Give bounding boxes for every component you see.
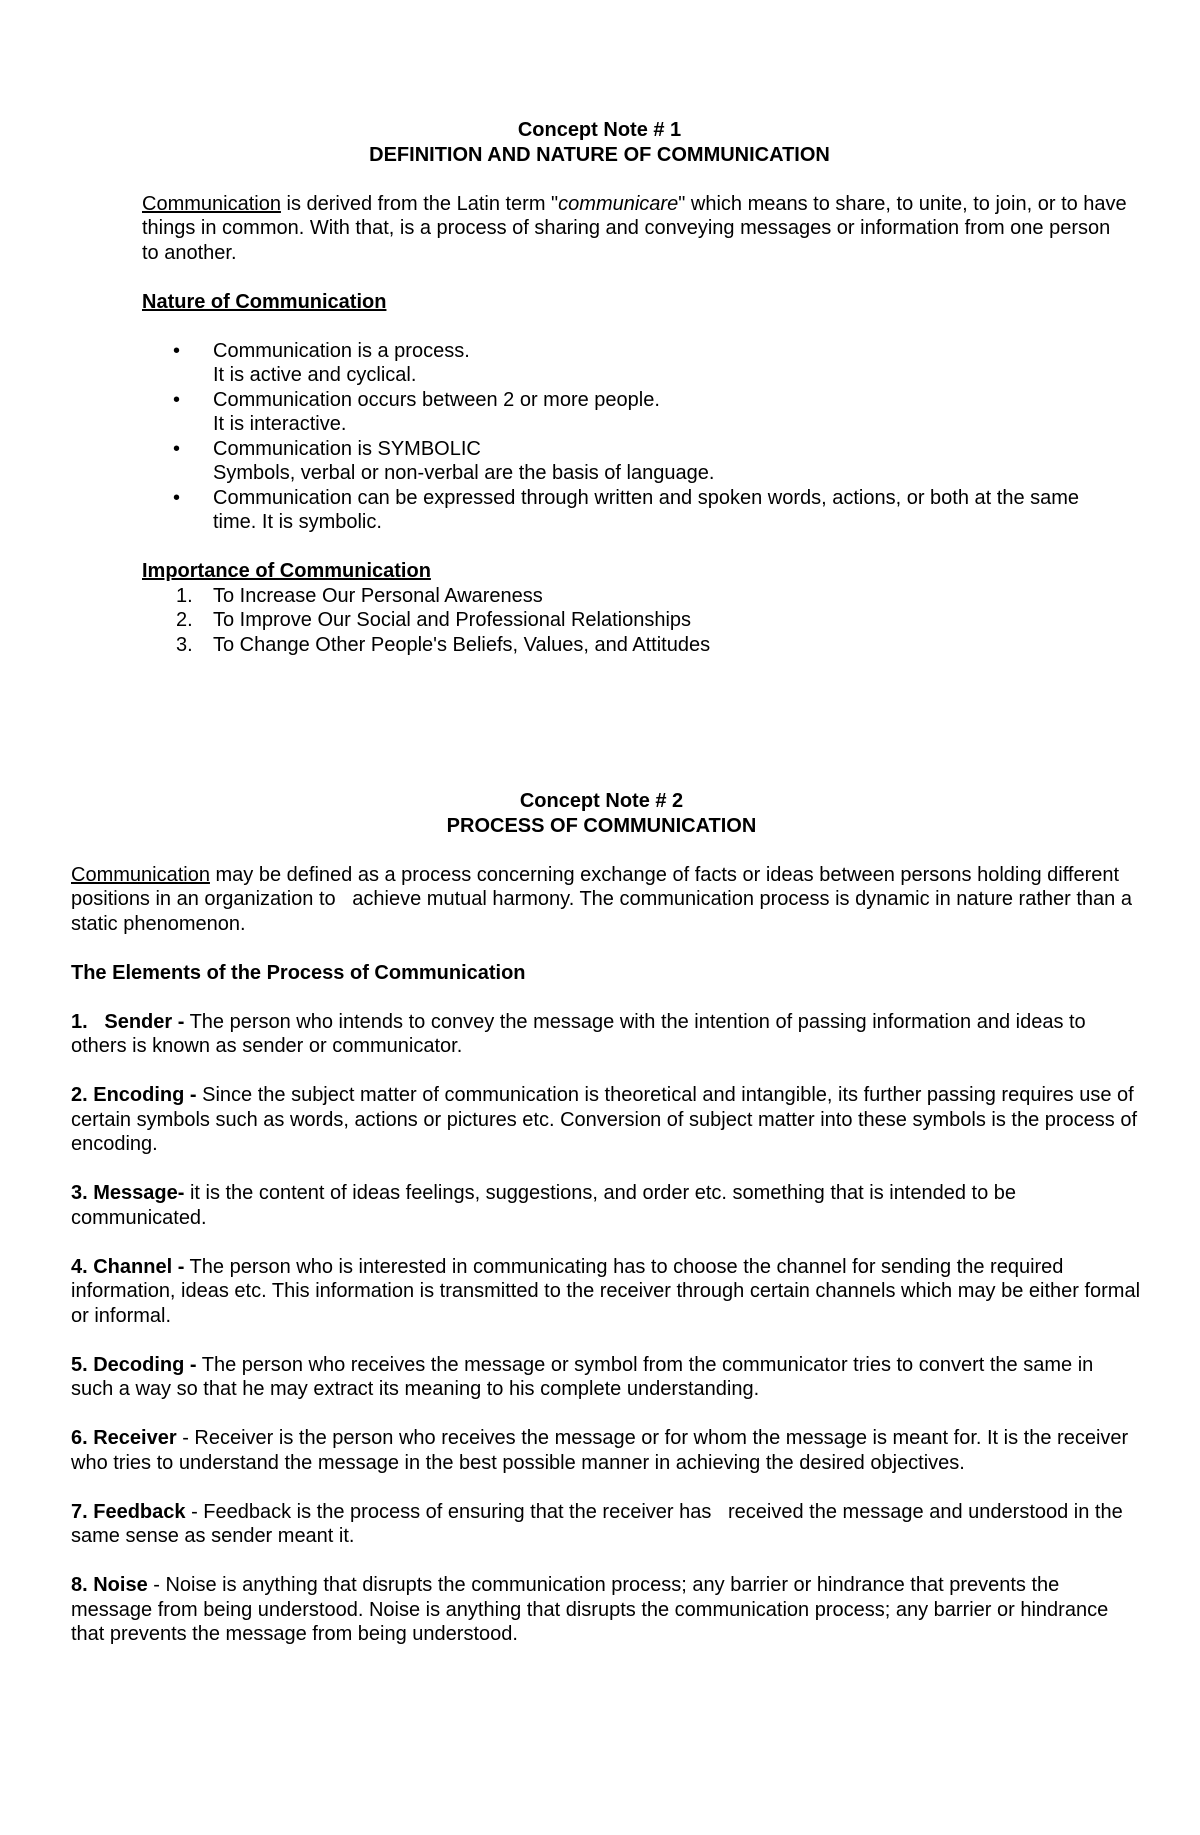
element-message bbox=[71, 1181, 1141, 1230]
element-text: Since the subject matter of communication is theoretical and intangible, its further passing requires use of certain symbols such as words, actions or pictures etc. Conversion of subject matter into these symbols is the process of encoding. bbox=[71, 1084, 1138, 1155]
element-label: 4. Channel - bbox=[71, 1255, 185, 1278]
concept-note-1-heading bbox=[142, 118, 1057, 167]
intro-rest: may be defined as a process concerning exchange of facts or ideas between persons holding different positions in an organization to achieve mutual harmony. The communication process is dynamic in nature rather than a static phenomenon. bbox=[71, 863, 1138, 935]
intro-term: Communication bbox=[142, 192, 281, 215]
element-feedback bbox=[71, 1500, 1141, 1549]
element-label: 6. Receiver bbox=[71, 1427, 177, 1449]
intro-term: Communication bbox=[71, 863, 210, 886]
concept-note-2-heading bbox=[71, 789, 1132, 838]
element-text: it is the content of ideas feelings, suggestions, and order etc. something that is intended to be communicated. bbox=[71, 1182, 1017, 1229]
element-encoding bbox=[71, 1083, 1141, 1157]
bullet-icon: • bbox=[173, 339, 181, 362]
intro-part1: is derived from the Latin term " bbox=[280, 192, 559, 215]
concept-note-2-title: Concept Note # 2 bbox=[519, 790, 684, 812]
list-item: 1. To Increase Our Personal Awareness bbox=[176, 584, 543, 607]
list-item: • Communication is SYMBOLIC Symbols, verbal or non-verbal are the basis of language. bbox=[173, 437, 715, 484]
element-sender bbox=[71, 1010, 1141, 1059]
elements-heading: The Elements of the Process of Communication bbox=[71, 961, 526, 984]
importance-list bbox=[142, 584, 1142, 658]
concept-note-2-subtitle: PROCESS OF COMMUNICATION bbox=[446, 814, 757, 837]
concept-note-2 bbox=[71, 789, 1141, 1647]
element-noise bbox=[71, 1573, 1141, 1647]
nature-heading: Nature of Communication bbox=[142, 290, 387, 313]
element-text: - Receiver is the person who receives the message or for whom the message is meant for. It is the receiver who tries to understand the message in the best possible manner in achieving the desired objectives. bbox=[71, 1427, 1129, 1474]
concept-note-1-title: Concept Note # 1 bbox=[517, 119, 682, 141]
concept-note-1-subtitle: DEFINITION AND NATURE OF COMMUNICATION bbox=[369, 143, 830, 166]
list-item: 2. To Improve Our Social and Professional Relationships bbox=[176, 609, 692, 631]
bullet-icon: • bbox=[173, 437, 181, 460]
bullet-icon: • bbox=[173, 486, 181, 509]
element-label: 2. Encoding - bbox=[71, 1084, 197, 1106]
element-text: - Feedback is the process of ensuring that the receiver has received the message and understood in the same sense as sender meant it. bbox=[71, 1500, 1129, 1547]
concept-note-1 bbox=[142, 118, 1142, 657]
list-item: • Communication occurs between 2 or more people. It is interactive. bbox=[173, 388, 660, 435]
element-text: The person who is interested in communicating has to choose the channel for sending the required information, ideas etc. This information is transmitted to the receiver through certain channels which may be either formal or informal. bbox=[71, 1255, 1141, 1327]
list-item: 3. To Change Other People's Beliefs, Values, and Attitudes bbox=[176, 633, 711, 656]
intro-part2: " which means to share, to unite, to join, or to have things in common. With that, is a process of sharing and conveying messages or information from one person to another. bbox=[142, 192, 1127, 264]
bullet-icon: • bbox=[173, 388, 181, 411]
element-text: The person who receives the message or symbol from the communicator tries to convert the same in such a way so that he may extract its meaning to his complete understanding. bbox=[71, 1353, 1094, 1400]
intro-latin-term: communicare bbox=[558, 192, 679, 215]
list-item: • Communication is a process. It is active and cyclical. bbox=[173, 339, 470, 386]
element-label: 3. Message- bbox=[71, 1182, 185, 1204]
element-receiver bbox=[71, 1426, 1141, 1475]
nature-list bbox=[142, 339, 1132, 535]
element-text: - Noise is anything that disrupts the communication process; any barrier or hindrance that prevents the message from being understood. Noise is anything that disrupts the communication process; any barrier or hindrance that prevents the message from being understood. bbox=[71, 1574, 1109, 1645]
element-text: The person who intends to convey the message with the intention of passing information and ideas to others is known as sender or communicator. bbox=[71, 1010, 1092, 1057]
element-label: 5. Decoding - bbox=[71, 1353, 197, 1376]
element-label: 7. Feedback bbox=[71, 1500, 186, 1523]
element-decoding bbox=[71, 1353, 1141, 1402]
concept-note-1-intro bbox=[142, 192, 1132, 266]
element-label: 8. Noise bbox=[71, 1574, 148, 1596]
concept-note-2-intro bbox=[71, 863, 1141, 937]
list-item: • Communication can be expressed through written and spoken words, actions, or both at the same time. It is symbolic. bbox=[173, 486, 1080, 533]
importance-heading: Importance of Communication bbox=[142, 560, 431, 582]
element-channel bbox=[71, 1255, 1141, 1329]
element-label: 1. Sender - bbox=[71, 1010, 185, 1033]
